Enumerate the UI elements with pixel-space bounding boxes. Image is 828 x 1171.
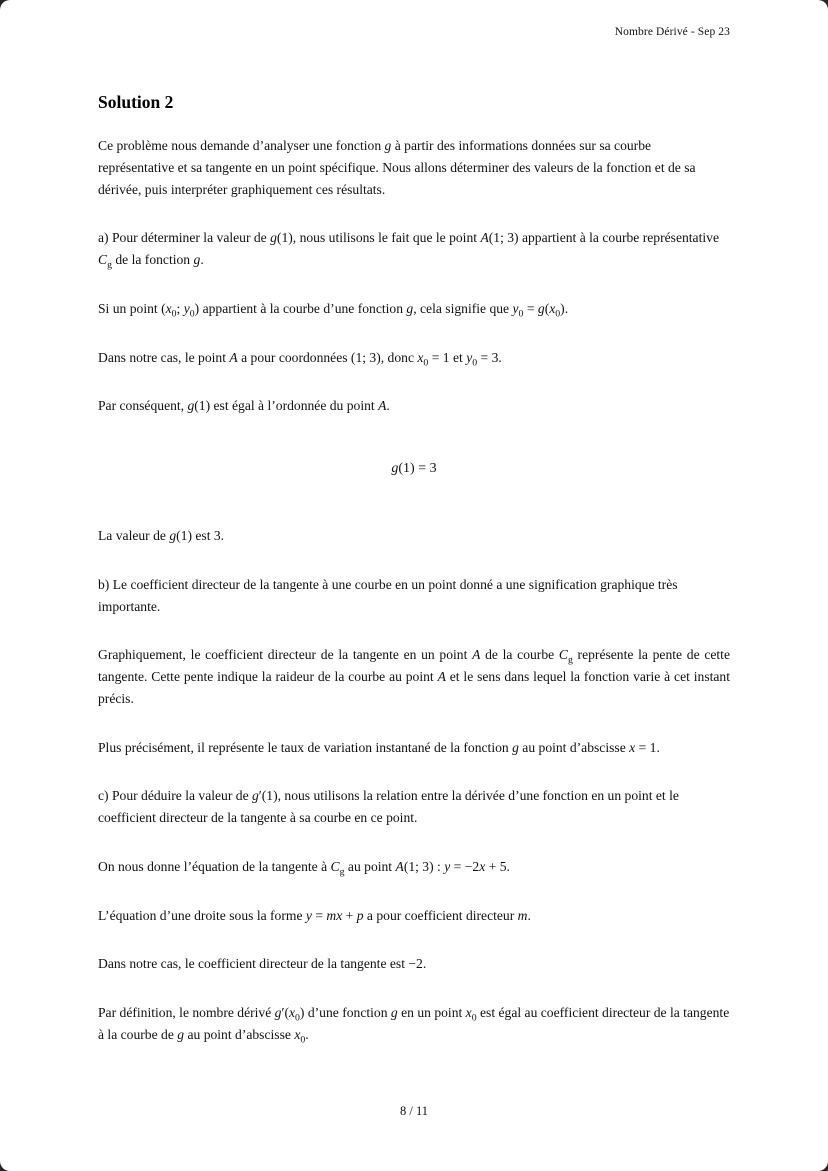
paragraph-graphical-meaning: Graphiquement, le coefficient directeur de la tangente en un point A de la courbe $C_g$ représente la pente de cette tangente. Cette pente indique la raideur de la courbe au point A et le sens dans lequel la fonction varie à cet instant précis. — [98, 647, 730, 706]
paragraph-consequence: Par conséquent, g(1) est égal à l’ordonnée du point A. — [98, 398, 390, 414]
paragraph-point-property: Si un point ($x_0$; $y_0$) appartient à la courbe d’une fonction g, cela signifie que $y_0 = g(x_0)$. — [98, 300, 569, 320]
paragraph-line-form: L’équation d’une droite sous la forme y = mx + p a pour coefficient directeur m. — [98, 907, 531, 923]
paragraph-b-intro: b) Le coefficient directeur de la tangente à une courbe en un point donné a une signification graphique très importante. — [98, 576, 678, 614]
paragraph-derivative-definition: Par définition, le nombre dérivé $g'(x_0)$ d’une fonction g en un point $x_0$ est égal au coefficient directeur de la tangente à la courbe de g au point d’abscisse $x_0$. — [98, 1005, 730, 1046]
paragraph-intro: Ce problème nous demande d’analyser une fonction g à partir des informations données sur sa courbe représentative et sa tangente en un point spécifique. Nous allons déterminer des valeurs de la fonction et de sa dérivée, puis interpréter graphiquement ces résultats. — [98, 138, 696, 197]
page-content — [98, 92, 730, 1073]
paragraph-value-result: La valeur de g(1) est 3. — [98, 528, 225, 543]
paragraph-c-intro: c) Pour déduire la valeur de g′(1), nous utilisons la relation entre la dérivée d’une fonction en un point et le coefficient directeur de la tangente à sa courbe en ce point. — [98, 788, 679, 825]
footer — [0, 1104, 828, 1119]
header-running-title: Nombre Dérivé - Sep 23 — [614, 26, 730, 38]
equation-g-of-1: g(1) = 3 — [391, 461, 437, 476]
paragraph-instant-rate: Plus précisément, il représente le taux de variation instantané de la fonction g au point d’abscisse x = 1. — [98, 739, 660, 755]
footer-page-number: 8 / 11 — [399, 1104, 428, 1118]
paragraph-coordinates: Dans notre cas, le point A a pour coordonnées (1; 3), donc $x_0 = 1$ et $y_0 = 3$. — [98, 349, 502, 369]
section-title: Solution 2 — [98, 92, 174, 112]
paragraph-slope-value: Dans notre cas, le coefficient directeur de la tangente est −2. — [98, 956, 427, 972]
paragraph-tangent-equation: On nous donne l’équation de la tangente à $C_g$ au point A(1; 3) : y = −2x + 5. — [98, 858, 510, 878]
paragraph-a-setup: a) Pour déterminer la valeur de g(1), nous utilisons le fait que le point A(1; 3) appartient à la courbe représentative $C_g$ de la fonction g. — [98, 230, 719, 271]
